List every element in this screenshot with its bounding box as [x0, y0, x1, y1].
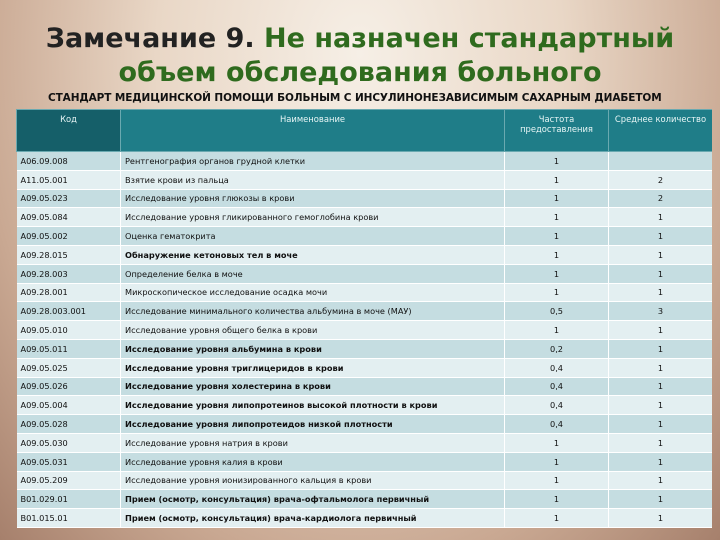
table-row: [17, 452, 713, 471]
cell-name: Взятие крови из пальца: [121, 170, 505, 189]
cell-code: A09.28.003.001: [17, 302, 121, 321]
table-row: [17, 396, 713, 415]
cell-code: A09.05.084: [17, 208, 121, 227]
table-row: [17, 170, 713, 189]
table-row: [17, 283, 713, 302]
cell-average: 1: [609, 321, 713, 340]
cell-name: Обнаружение кетоновых тел в моче: [121, 245, 505, 264]
cell-frequency: 1: [505, 283, 609, 302]
cell-code: A09.05.002: [17, 227, 121, 246]
cell-frequency: 0,4: [505, 396, 609, 415]
table-row: [17, 227, 713, 246]
cell-frequency: 1: [505, 208, 609, 227]
slide-title: [40, 22, 680, 90]
cell-code: A09.05.023: [17, 189, 121, 208]
cell-frequency: 0,4: [505, 377, 609, 396]
cell-code: B01.015.01: [17, 509, 121, 528]
cell-name: Исследование уровня холестерина в крови: [121, 377, 505, 396]
title-highlight: Не назначен стандартный объем обследования больного: [118, 23, 675, 88]
cell-name: Исследование уровня натрия в крови: [121, 433, 505, 452]
table-row: [17, 152, 713, 171]
cell-average: 1: [609, 358, 713, 377]
cell-name: Микроскопическое исследование осадка мочи: [121, 283, 505, 302]
cell-average: 1: [609, 264, 713, 283]
cell-name: Исследование уровня общего белка в крови: [121, 321, 505, 340]
cell-frequency: 1: [505, 152, 609, 171]
cell-average: 1: [609, 415, 713, 434]
table-row: [17, 358, 713, 377]
cell-average: 3: [609, 302, 713, 321]
cell-frequency: 1: [505, 433, 609, 452]
cell-code: A11.05.001: [17, 170, 121, 189]
cell-average: 2: [609, 170, 713, 189]
cell-average: 2: [609, 189, 713, 208]
cell-code: A09.05.030: [17, 433, 121, 452]
cell-name: Исследование уровня липопротеинов высокой плотности в крови: [121, 396, 505, 415]
cell-code: A09.05.004: [17, 396, 121, 415]
header-frequency: Частота предоставления: [505, 110, 609, 152]
cell-frequency: 0,4: [505, 415, 609, 434]
table-body: [17, 152, 713, 528]
cell-code: A09.05.026: [17, 377, 121, 396]
table-row: [17, 509, 713, 528]
cell-name: Определение белка в моче: [121, 264, 505, 283]
cell-average: [609, 152, 713, 171]
table-row: [17, 339, 713, 358]
cell-code: A06.09.008: [17, 152, 121, 171]
standard-table-container: [16, 109, 712, 540]
table-row: [17, 490, 713, 509]
cell-frequency: 1: [505, 245, 609, 264]
cell-code: A09.05.031: [17, 452, 121, 471]
table-row: [17, 321, 713, 340]
cell-frequency: 1: [505, 471, 609, 490]
cell-average: 1: [609, 283, 713, 302]
cell-average: 1: [609, 396, 713, 415]
table-header-row: [17, 110, 713, 152]
cell-frequency: 1: [505, 170, 609, 189]
cell-code: A09.05.011: [17, 339, 121, 358]
cell-frequency: 1: [505, 264, 609, 283]
cell-frequency: 0,5: [505, 302, 609, 321]
cell-name: Оценка гематокрита: [121, 227, 505, 246]
cell-name: Исследование уровня калия в крови: [121, 452, 505, 471]
cell-name: Исследование уровня ионизированного кальция в крови: [121, 471, 505, 490]
table-row: [17, 245, 713, 264]
cell-average: 1: [609, 452, 713, 471]
cell-average: 1: [609, 208, 713, 227]
cell-frequency: 1: [505, 189, 609, 208]
header-average: Среднее количество: [609, 110, 713, 152]
cell-code: A09.28.003: [17, 264, 121, 283]
cell-code: A09.05.010: [17, 321, 121, 340]
cell-code: A09.05.028: [17, 415, 121, 434]
table-row: [17, 377, 713, 396]
cell-code: A09.05.025: [17, 358, 121, 377]
cell-name: Исследование уровня альбумина в крови: [121, 339, 505, 358]
cell-frequency: 1: [505, 452, 609, 471]
cell-average: 1: [609, 245, 713, 264]
cell-frequency: 1: [505, 321, 609, 340]
cell-frequency: 0,2: [505, 339, 609, 358]
cell-name: Рентгенография органов грудной клетки: [121, 152, 505, 171]
cell-name: Исследование уровня гликированного гемоглобина крови: [121, 208, 505, 227]
cell-name: Исследование уровня глюкозы в крови: [121, 189, 505, 208]
table-row: [17, 208, 713, 227]
header-code: Код: [17, 110, 121, 152]
cell-code: A09.05.209: [17, 471, 121, 490]
table-row: [17, 415, 713, 434]
table-row: [17, 433, 713, 452]
cell-average: 1: [609, 471, 713, 490]
cell-average: 1: [609, 509, 713, 528]
cell-average: 1: [609, 227, 713, 246]
table-row: [17, 189, 713, 208]
cell-average: 1: [609, 433, 713, 452]
table-row: [17, 471, 713, 490]
standard-table: [16, 109, 712, 528]
cell-name: Исследование уровня триглицеридов в крови: [121, 358, 505, 377]
title-prefix: Замечание 9.: [45, 23, 255, 54]
header-name: Наименование: [121, 110, 505, 152]
cell-frequency: 1: [505, 227, 609, 246]
cell-frequency: 1: [505, 490, 609, 509]
cell-average: 1: [609, 490, 713, 509]
cell-frequency: 1: [505, 509, 609, 528]
cell-name: Прием (осмотр, консультация) врача-офтальмолога первичный: [121, 490, 505, 509]
standard-subtitle: СТАНДАРТ МЕДИЦИНСКОЙ ПОМОЩИ БОЛЬНЫМ С ИНСУЛИНОНЕЗАВИСИМЫМ САХАРНЫМ ДИАБЕТОМ: [48, 92, 662, 104]
cell-average: 1: [609, 377, 713, 396]
cell-average: 1: [609, 339, 713, 358]
cell-code: A09.28.001: [17, 283, 121, 302]
cell-code: A09.28.015: [17, 245, 121, 264]
cell-name: Исследование минимального количества альбумина в моче (МАУ): [121, 302, 505, 321]
table-row: [17, 264, 713, 283]
cell-code: B01.029.01: [17, 490, 121, 509]
table-row: [17, 302, 713, 321]
cell-name: Прием (осмотр, консультация) врача-кардиолога первичный: [121, 509, 505, 528]
cell-name: Исследование уровня липопротеидов низкой плотности: [121, 415, 505, 434]
cell-frequency: 0,4: [505, 358, 609, 377]
